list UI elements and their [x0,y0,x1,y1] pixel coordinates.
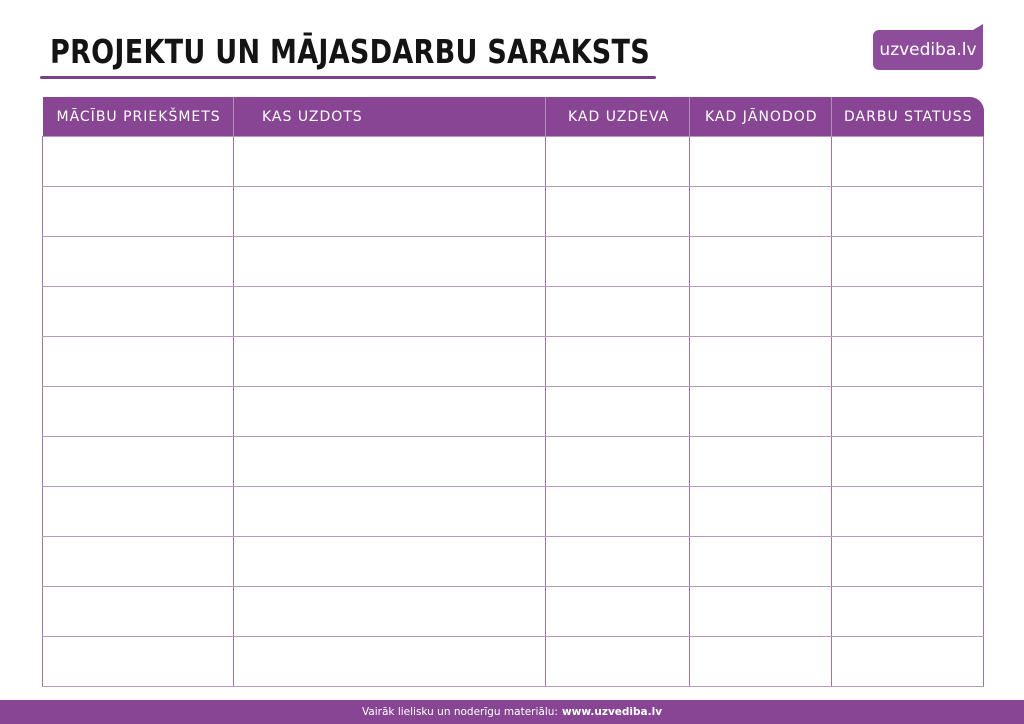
cell-due-date [690,237,832,287]
cell-due-date [690,337,832,387]
cell-due-date [690,637,832,687]
table-row [43,337,984,387]
cell-date-given [546,637,690,687]
column-header-assignment: KAS UZDOTS [234,97,546,137]
cell-due-date [690,487,832,537]
table-row [43,187,984,237]
cell-status [832,487,984,537]
cell-subject [43,537,234,587]
cell-due-date [690,437,832,487]
column-header-status: DARBU STATUSS [832,97,984,137]
cell-subject [43,337,234,387]
cell-assignment [234,187,546,237]
cell-status [832,637,984,687]
cell-status [832,237,984,287]
footer-text: Vairāk lielisku un noderīgu materiālu: [361,706,558,718]
cell-status [832,137,984,187]
cell-subject [43,187,234,237]
title-underline [40,76,656,79]
cell-due-date [690,287,832,337]
footer-bar [0,700,1024,724]
column-header-due-date: KAD JĀNODOD [690,97,832,137]
table-row [43,637,984,687]
cell-subject [43,487,234,537]
cell-subject [43,637,234,687]
cell-due-date [690,137,832,187]
cell-status [832,287,984,337]
cell-assignment [234,537,546,587]
homework-table-container [42,97,983,687]
table-row [43,287,984,337]
cell-subject [43,137,234,187]
cell-date-given [546,337,690,387]
column-header-date-given: KAD UZDEVA [546,97,690,137]
cell-date-given [546,187,690,237]
cell-due-date [690,187,832,237]
cell-subject [43,387,234,437]
cell-subject [43,437,234,487]
table-row [43,537,984,587]
table-row [43,237,984,287]
cell-status [832,437,984,487]
cell-subject [43,287,234,337]
cell-assignment [234,337,546,387]
table-row [43,387,984,437]
cell-due-date [690,387,832,437]
cell-status [832,387,984,437]
cell-assignment [234,437,546,487]
cell-assignment [234,137,546,187]
table-header-row [43,97,984,137]
cell-assignment [234,487,546,537]
table-row [43,137,984,187]
cell-status [832,337,984,387]
cell-status [832,587,984,637]
cell-date-given [546,537,690,587]
page-title: PROJEKTU UN MĀJASDARBU SARAKSTS [50,32,650,71]
cell-subject [43,587,234,637]
cell-due-date [690,587,832,637]
cell-assignment [234,287,546,337]
cell-due-date [690,537,832,587]
column-header-subject: MĀCĪBU PRIEKŠMETS [43,97,234,137]
table-row [43,487,984,537]
cell-assignment [234,237,546,287]
cell-status [832,537,984,587]
footer-url: www.uzvediba.lv [561,706,663,718]
cell-status [832,187,984,237]
cell-assignment [234,587,546,637]
cell-date-given [546,487,690,537]
cell-date-given [546,237,690,287]
table-row [43,587,984,637]
homework-table [42,97,984,687]
cell-date-given [546,287,690,337]
cell-date-given [546,437,690,487]
table-row [43,437,984,487]
cell-assignment [234,387,546,437]
table-body [43,137,984,687]
cell-date-given [546,387,690,437]
site-logo: uzvediba.lv [873,30,983,70]
cell-assignment [234,637,546,687]
cell-date-given [546,587,690,637]
cell-subject [43,237,234,287]
cell-date-given [546,137,690,187]
